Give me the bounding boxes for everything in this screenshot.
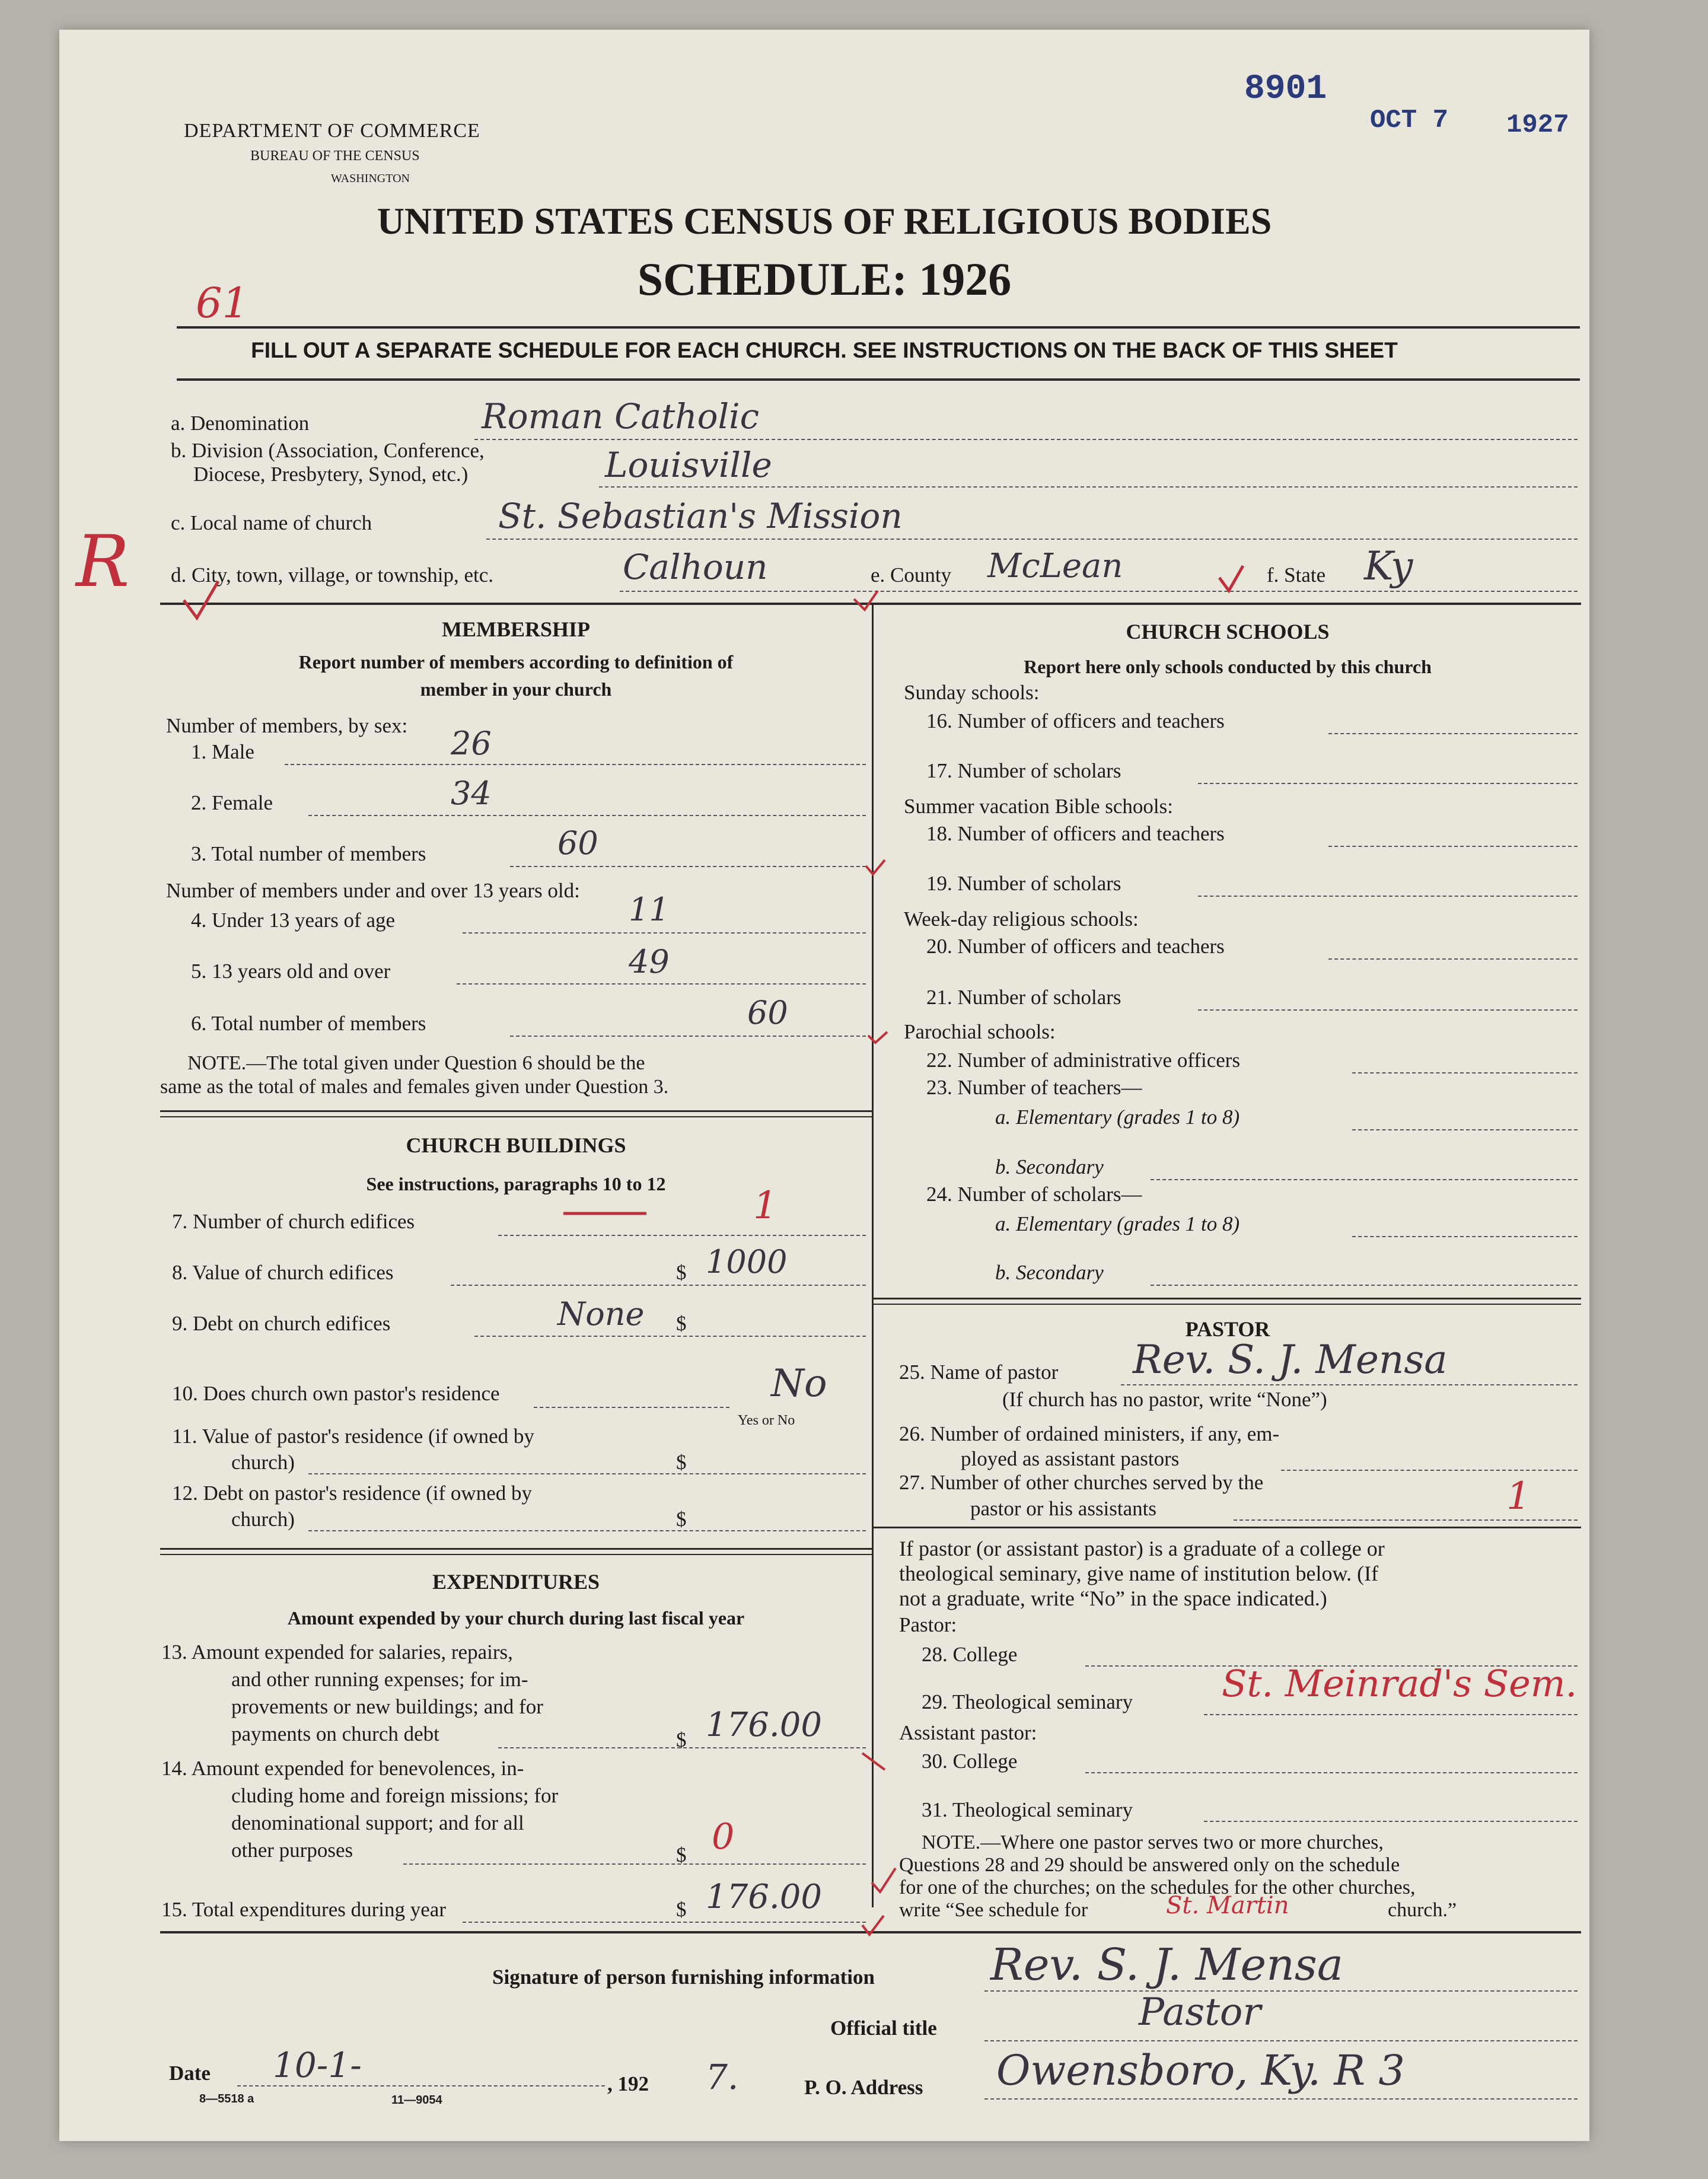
po-address-label: P. O. Address — [804, 2076, 923, 2099]
year-value[interactable]: 7. — [706, 2057, 739, 2097]
membership-note-b: same as the total of males and females given under Question 3. — [160, 1076, 669, 1098]
q20-label: 20. Number of officers and teachers — [926, 935, 1225, 958]
q14-label-4: other purposes — [231, 1839, 353, 1862]
q2-value[interactable]: 34 — [451, 775, 492, 812]
signature-label: Signature of person furnishing information — [492, 1965, 875, 1989]
assistant-subheader: Assistant pastor: — [899, 1721, 1037, 1744]
year-prefix: , 192 — [607, 2072, 649, 2095]
city-value[interactable]: Calhoun — [623, 547, 768, 587]
date-value[interactable]: 10-1- — [273, 2045, 362, 2085]
denomination-label: a. Denomination — [171, 412, 310, 435]
print-number: 11—9054 — [391, 2094, 442, 2107]
summer-header: Summer vacation Bible schools: — [904, 795, 1173, 818]
division-value[interactable]: Louisville — [605, 445, 772, 485]
signature-value[interactable]: Rev. S. J. Mensa — [990, 1939, 1343, 1990]
q24b-label: b. Secondary — [995, 1261, 1104, 1284]
q11-label-1: 11. Value of pastor's residence (if owned by — [172, 1425, 534, 1448]
q12-label-2: church) — [231, 1508, 295, 1531]
q13-value[interactable]: 176.00 — [706, 1706, 822, 1744]
q2-label: 2. Female — [191, 791, 273, 814]
stamp-year: 1927 — [1506, 110, 1569, 140]
q28-label: 28. College — [922, 1643, 1018, 1666]
q31-label: 31. Theological seminary — [922, 1798, 1133, 1821]
q4-label: 4. Under 13 years of age — [191, 909, 396, 932]
membership-note-a: NOTE.—The total given under Question 6 should be the — [187, 1052, 645, 1074]
q27-label-2: pastor or his assistants — [970, 1497, 1157, 1520]
q14-dollar: $ — [676, 1843, 687, 1866]
q12-label-1: 12. Debt on pastor's residence (if owned by — [172, 1482, 532, 1505]
pastor-note-4a: write “See schedule for — [899, 1899, 1088, 1921]
parochial-header: Parochial schools: — [904, 1020, 1056, 1043]
q5-label: 5. 13 years old and over — [191, 960, 391, 983]
q14-label-1: 14. Amount expended for benevolences, in- — [161, 1757, 524, 1780]
grad-note-2: theological seminary, give name of institution below. (If — [899, 1562, 1379, 1585]
pastor-note-1: NOTE.—Where one pastor serves two or more churches, — [922, 1831, 1384, 1853]
q9-value[interactable]: None — [557, 1295, 645, 1333]
q7-value[interactable]: 1 — [753, 1184, 777, 1228]
stamp-date: OCT 7 — [1370, 106, 1449, 135]
q9-label: 9. Debt on church edifices — [172, 1312, 391, 1335]
red-check-marks — [59, 30, 1589, 2141]
q27-label-1: 27. Number of other churches served by the — [899, 1471, 1264, 1494]
q3-label: 3. Total number of members — [191, 842, 426, 865]
schedule-title: SCHEDULE: 1926 — [637, 253, 1012, 305]
q18-label: 18. Number of officers and teachers — [926, 822, 1225, 845]
county-label: e. County — [871, 563, 952, 587]
membership-title: MEMBERSHIP — [441, 617, 590, 641]
buildings-title: CHURCH BUILDINGS — [406, 1133, 626, 1157]
q14-value[interactable]: 0 — [712, 1816, 735, 1858]
margin-mark: 61 — [196, 279, 249, 327]
sunday-header: Sunday schools: — [904, 681, 1040, 704]
q1-value[interactable]: 26 — [451, 725, 492, 762]
pastor-note-4b: church.” — [1388, 1899, 1457, 1921]
r-mark: R — [76, 521, 130, 603]
po-address-value[interactable]: Owensboro, Ky. R 3 — [996, 2046, 1405, 2095]
q26-label-1: 26. Number of ordained ministers, if any, em- — [899, 1422, 1280, 1445]
q11-label-2: church) — [231, 1451, 295, 1474]
q25-label: 25. Name of pastor — [899, 1361, 1059, 1384]
q23b-label: b. Secondary — [995, 1155, 1104, 1178]
division-label-2: Diocese, Presbytery, Synod, etc.) — [193, 463, 469, 486]
q3-value[interactable]: 60 — [557, 824, 598, 862]
pastor-title: PASTOR — [1185, 1317, 1270, 1341]
q1-label: 1. Male — [191, 740, 254, 763]
q16-label: 16. Number of officers and teachers — [926, 709, 1225, 732]
weekday-header: Week-day religious schools: — [904, 907, 1139, 931]
q13-label-4: payments on church debt — [231, 1722, 439, 1745]
q9-dollar: $ — [676, 1312, 687, 1335]
pastor-subheader: Pastor: — [899, 1613, 957, 1636]
division-label-1: b. Division (Association, Conference, — [171, 439, 485, 462]
denomination-value[interactable]: Roman Catholic — [482, 396, 760, 437]
q8-dollar: $ — [676, 1261, 687, 1284]
q29-value[interactable]: St. Meinrad's Sem. — [1222, 1662, 1578, 1705]
official-title-label: Official title — [830, 2016, 937, 2040]
census-schedule-sheet — [59, 30, 1589, 2141]
q29-label: 29. Theological seminary — [922, 1690, 1133, 1713]
q12-dollar: $ — [676, 1508, 687, 1531]
department: DEPARTMENT OF COMMERCE — [184, 120, 480, 142]
date-label: Date — [169, 2062, 211, 2085]
county-value[interactable]: McLean — [987, 547, 1123, 585]
schools-title: CHURCH SCHOOLS — [1126, 620, 1330, 643]
expenditures-sub: Amount expended by your church during last fiscal year — [287, 1607, 745, 1629]
by-sex-label: Number of members, by sex: — [166, 714, 408, 737]
q25-note: (If church has no pastor, write “None”) — [1002, 1388, 1327, 1411]
membership-note-1: Report number of members according to definition of — [298, 651, 734, 673]
q11-dollar: $ — [676, 1451, 687, 1474]
grad-note-1: If pastor (or assistant pastor) is a graduate of a college or — [899, 1537, 1385, 1560]
expenditures-title: EXPENDITURES — [432, 1570, 600, 1594]
q14-label-3: denominational support; and for all — [231, 1811, 524, 1834]
q23-label: 23. Number of teachers— — [926, 1076, 1142, 1099]
bureau: BUREAU OF THE CENSUS — [250, 148, 420, 164]
q13-label-3: provements or new buildings; and for — [231, 1695, 543, 1718]
q5-value[interactable]: 49 — [629, 943, 670, 980]
church-name-value[interactable]: St. Sebastian's Mission — [498, 496, 903, 536]
q24-label: 24. Number of scholars— — [926, 1183, 1142, 1206]
form-number: 8—5518 a — [199, 2092, 254, 2105]
q13-dollar: $ — [676, 1728, 687, 1751]
buildings-sub: See instructions, paragraphs 10 to 12 — [366, 1173, 666, 1194]
q19-label: 19. Number of scholars — [926, 872, 1121, 895]
q15-dollar: $ — [676, 1898, 687, 1921]
church-name-label: c. Local name of church — [171, 511, 372, 534]
q10-value[interactable]: No — [771, 1362, 827, 1406]
q10-label: 10. Does church own pastor's residence — [172, 1382, 500, 1405]
q4-value[interactable]: 11 — [629, 891, 670, 928]
q17-label: 17. Number of scholars — [926, 759, 1121, 782]
q24a-label: a. Elementary (grades 1 to 8) — [995, 1212, 1240, 1235]
q14-label-2: cluding home and foreign missions; for — [231, 1784, 559, 1807]
q25-value[interactable]: Rev. S. J. Mensa — [1133, 1337, 1448, 1382]
q13-label-1: 13. Amount expended for salaries, repairs, — [161, 1640, 513, 1664]
state-label: f. State — [1267, 563, 1326, 587]
pastor-note-fill[interactable]: St. Martin — [1166, 1892, 1289, 1919]
q13-label-2: and other running expenses; for im- — [231, 1668, 528, 1691]
q8-label: 8. Value of church edifices — [172, 1261, 394, 1284]
pastor-note-2: Questions 28 and 29 should be answered only on the schedule — [899, 1854, 1400, 1876]
q6-label: 6. Total number of members — [191, 1012, 426, 1035]
q8-value[interactable]: 1000 — [706, 1243, 788, 1280]
q15-value[interactable]: 176.00 — [706, 1878, 822, 1916]
membership-note-2: member in your church — [420, 678, 612, 700]
q22-label: 22. Number of administrative officers — [926, 1049, 1241, 1072]
q7-label: 7. Number of church edifices — [172, 1210, 415, 1233]
q30-label: 30. College — [922, 1750, 1018, 1773]
stamp-number: 8901 — [1244, 70, 1327, 109]
state-value[interactable]: Ky — [1364, 543, 1413, 589]
yes-or-no-hint: Yes or No — [738, 1413, 795, 1428]
fill-instructions: FILL OUT A SEPARATE SCHEDULE FOR EACH CHURCH. SEE INSTRUCTIONS ON THE BACK OF THIS SHEET — [251, 338, 1398, 362]
schools-sub: Report here only schools conducted by this church — [1024, 656, 1432, 677]
grad-note-3: not a graduate, write “No” in the space indicated.) — [899, 1587, 1327, 1610]
q23a-label: a. Elementary (grades 1 to 8) — [995, 1106, 1240, 1129]
age-header: Number of members under and over 13 years old: — [166, 879, 580, 902]
bureau-city: WASHINGTON — [331, 172, 410, 185]
q26-label-2: ployed as assistant pastors — [961, 1447, 1180, 1470]
official-title-value[interactable]: Pastor — [1139, 1990, 1261, 2034]
q21-label: 21. Number of scholars — [926, 986, 1121, 1009]
pastor-note-3: for one of the churches; on the schedules for the other churches, — [899, 1877, 1416, 1898]
city-label: d. City, town, village, or township, etc. — [171, 563, 494, 587]
q6-value[interactable]: 60 — [747, 994, 788, 1031]
q15-label: 15. Total expenditures during year — [161, 1898, 446, 1921]
q27-value[interactable]: 1 — [1506, 1474, 1531, 1518]
form-title: UNITED STATES CENSUS OF RELIGIOUS BODIES — [377, 200, 1272, 242]
